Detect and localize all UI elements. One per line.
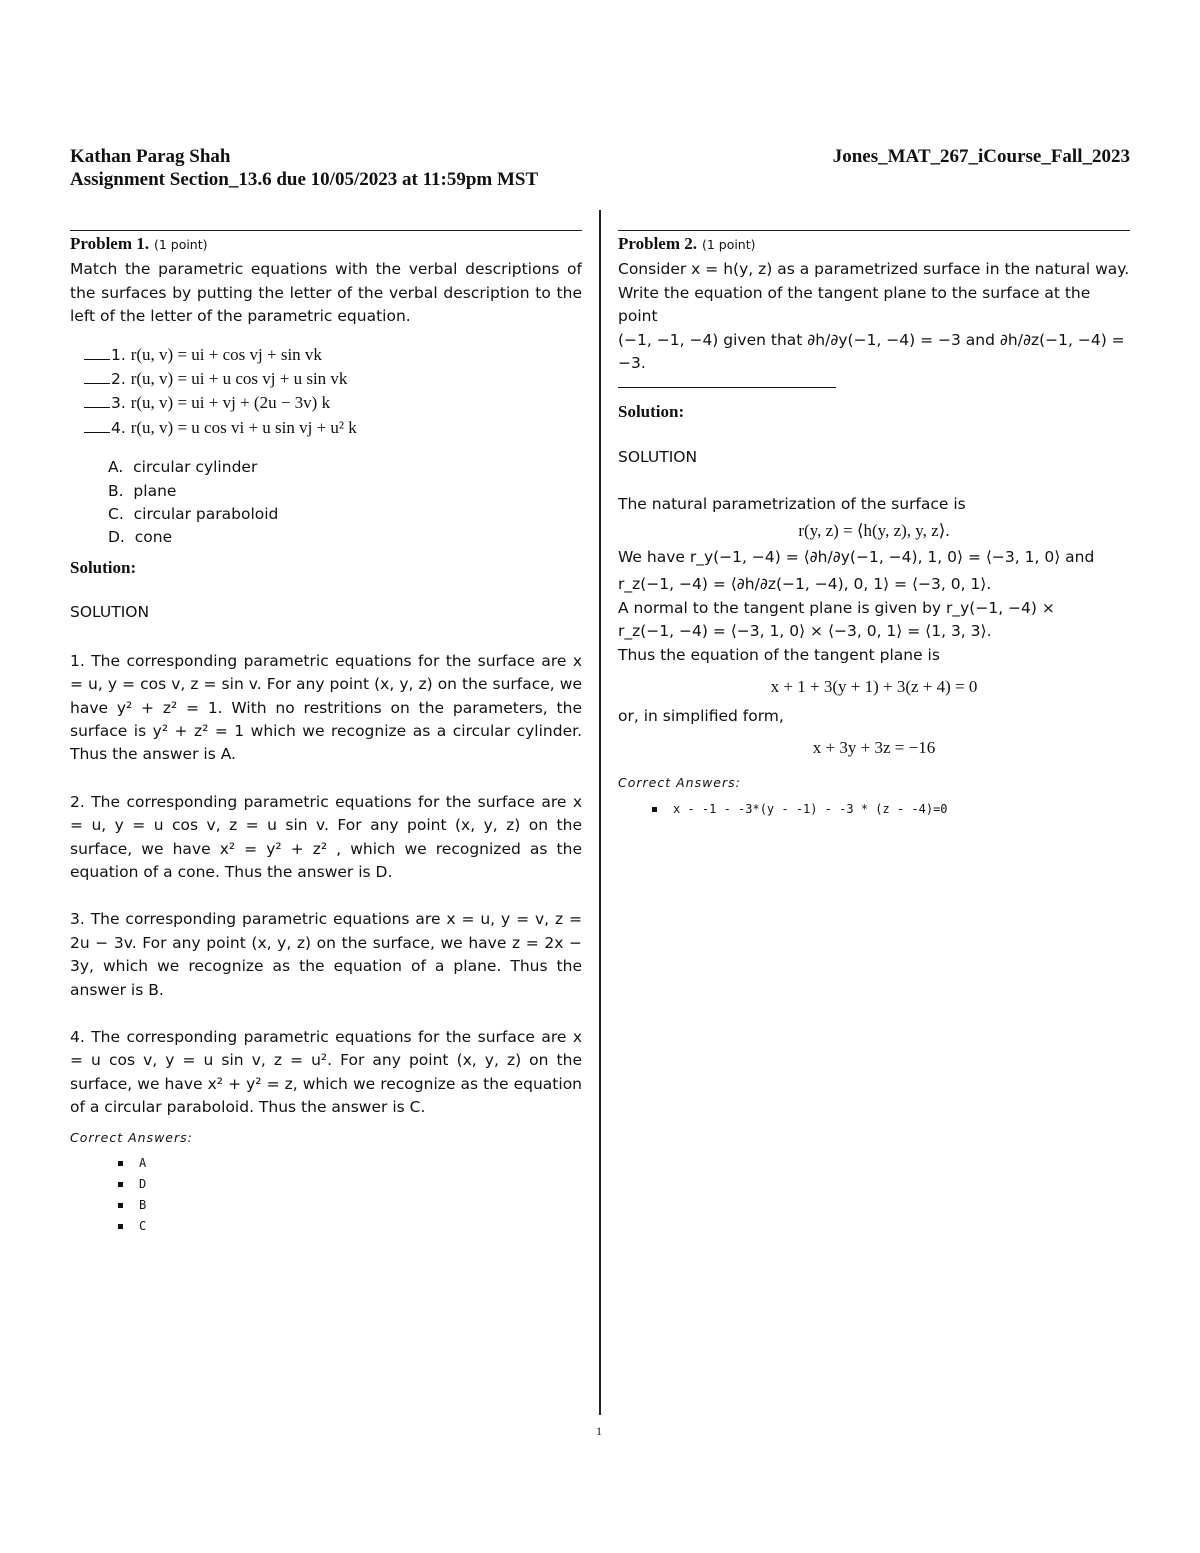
problem1: [70, 232, 582, 1237]
solution-paragraph-4: 4. The corresponding parametric equations for the surface are x = u cos v, y = u sin v, z = u². For any point (x, y, z) on the surface, we have x² + y² = z, which we recognize as the equation of a circular paraboloid. Thus the answer is C.: [70, 1027, 582, 1117]
equation-list: [84, 343, 582, 441]
answer-blank-2[interactable]: [84, 383, 110, 384]
problem2-points: (1 point): [701, 237, 756, 252]
equation-parametrization: r(y, z) = ⟨h(y, z), y, z⟩.: [798, 520, 950, 540]
solution-paragraph-1: 1. The corresponding parametric equations for the surface are x = u, y = cos v, z = sin v. For any point (x, y, z) on the surface, we have y² + z² = 1. With no restritions on the parameters, the surface is y² + z² = 1 which we recognize as a circular cylinder. Thus the answer is A.: [70, 651, 582, 764]
correct-answer-item: A: [118, 1153, 582, 1174]
problem2-prompt-3: (−1, −1, −4) given that ∂h/∂y(−1, −4) = −3 and ∂h/∂z(−1, −4) = −3.: [618, 330, 1125, 373]
solution-line-4: A normal to the tangent plane is given by r_y(−1, −4) ×: [618, 598, 1055, 617]
equation-text: r(u, v) = ui + cos vj + sin vk: [130, 344, 322, 364]
option-b: B. plane: [108, 481, 177, 500]
student-name: Kathan Parag Shah: [70, 146, 231, 167]
correct-answer-item: D: [118, 1174, 582, 1195]
bullet-icon: [118, 1182, 123, 1187]
problem2-prompt-1: Consider x = h(y, z) as a parametrized surface in the natural way.: [618, 260, 1130, 279]
problem2-correct-answers: [652, 799, 1130, 820]
bullet-icon: [118, 1203, 123, 1208]
answer-blank-4[interactable]: [84, 432, 110, 433]
course-name: Jones_MAT_267_iCourse_Fall_2023: [832, 146, 1130, 167]
solution-line-3: r_z(−1, −4) = ⟨∂h/∂z(−1, −4), 0, 1⟩ = ⟨−3, 0, 1⟩.: [618, 575, 992, 594]
problem1-solution-caps: SOLUTION: [70, 603, 150, 622]
answer-blank-3[interactable]: [84, 407, 110, 408]
equation-row-3: 3. r(u, v) = ui + vj + (2u − 3v) k: [84, 391, 582, 415]
problem1-solution-heading: Solution:: [70, 557, 137, 577]
column-divider: [599, 210, 601, 1415]
solution-line-1: The natural parametrization of the surface is: [618, 495, 966, 514]
correct-answer-item: B: [118, 1195, 582, 1216]
option-list: [108, 456, 582, 550]
problem1-title: Problem 1.: [70, 234, 150, 253]
option-c: C. circular paraboloid: [108, 505, 279, 524]
problem1-rule: [70, 230, 582, 231]
solution-line-6: Thus the equation of the tangent plane is: [618, 645, 940, 664]
equation-text: r(u, v) = ui + vj + (2u − 3v) k: [130, 393, 331, 413]
problem2-rule: [618, 230, 1130, 231]
solution-paragraph-2: 2. The corresponding parametric equations for the surface are x = u, y = u cos v, z = u sin v. For any point (x, y, z) on the surface, we have x² = y² + z² , which we recognized as the equation of a cone. Thus the answer is D.: [70, 792, 582, 881]
solution-paragraph-3: 3. The corresponding parametric equations are x = u, y = v, z = 2u − 3v. For any point (x, y, z) on the surface, we have z = 2x − 3y, which we recognize as the equation of a plane. Thus the answer is B.: [70, 910, 582, 999]
assignment-title: Assignment Section_13.6 due 10/05/2023 at 11:59pm MST: [70, 169, 539, 190]
solution-line-7: or, in simplified form,: [618, 706, 784, 725]
bullet-icon: [118, 1161, 123, 1166]
page-number: 1: [596, 1424, 602, 1438]
equation-row-4: 4. r(u, v) = u cos vi + u sin vj + u² k: [84, 416, 582, 440]
problem1-points: (1 point): [153, 237, 208, 252]
equation-row-1: 1. r(u, v) = ui + cos vj + sin vk: [84, 343, 582, 367]
answer-blank[interactable]: [618, 379, 836, 388]
equation-text: r(u, v) = ui + u cos vj + u sin vk: [130, 369, 348, 389]
problem2: [618, 232, 1130, 820]
equation-tangent-plane: x + 1 + 3(y + 1) + 3(z + 4) = 0: [770, 677, 978, 697]
solution-line-5: r_z(−1, −4) = ⟨−3, 1, 0⟩ × ⟨−3, 0, 1⟩ = ⟨1, 3, 3⟩.: [618, 622, 992, 641]
problem2-solution-heading: Solution:: [618, 402, 685, 422]
problem2-prompt-2: Write the equation of the tangent plane to the surface at the point: [618, 283, 1091, 326]
answer-blank-1[interactable]: [84, 359, 110, 360]
problem2-solution-caps: SOLUTION: [618, 447, 698, 466]
option-d: D. cone: [108, 528, 173, 547]
problem2-correct-answers-title: Correct Answers:: [618, 775, 741, 791]
equation-text: r(u, v) = u cos vi + u sin vj + u² k: [130, 417, 357, 437]
problem1-correct-answers-title: Correct Answers:: [70, 1129, 193, 1145]
problem1-correct-answers: [118, 1153, 582, 1237]
bullet-icon: [118, 1224, 123, 1229]
option-a: A. circular cylinder: [108, 458, 258, 477]
correct-answer-item: x - -1 - -3*(y - -1) - -3 * (z - -4)=0: [652, 799, 1130, 820]
problem2-title: Problem 2.: [618, 234, 698, 253]
correct-answer-item: C: [118, 1216, 582, 1237]
bullet-icon: [652, 807, 657, 812]
solution-line-2: We have r_y(−1, −4) = ⟨∂h/∂y(−1, −4), 1, 0⟩ = ⟨−3, 1, 0⟩ and: [618, 548, 1095, 567]
equation-row-2: 2. r(u, v) = ui + u cos vj + u sin vk: [84, 367, 582, 391]
equation-simplified: x + 3y + 3z = −16: [812, 737, 936, 757]
problem1-prompt: Match the parametric equations with the verbal descriptions of the surfaces by putting the letter of the verbal description to the left of the letter of the parametric equation.: [70, 260, 582, 326]
